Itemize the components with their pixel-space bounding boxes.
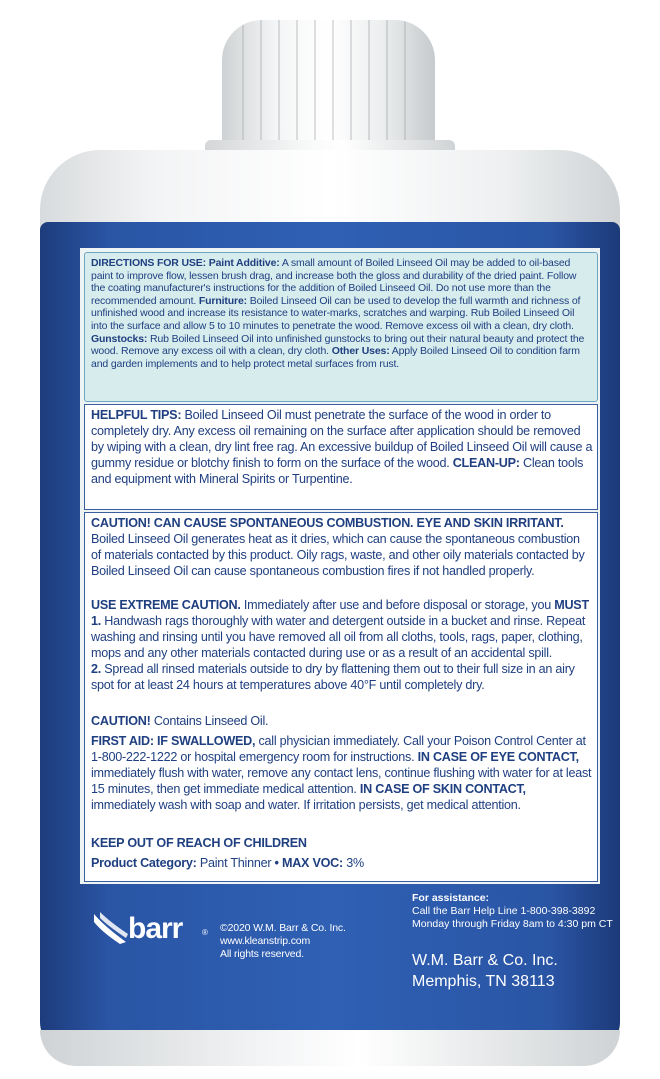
directions-panel (84, 252, 598, 402)
keep-out-text: KEEP OUT OF REACH OF CHILDREN (91, 836, 307, 850)
furniture-heading: Furniture: (198, 294, 247, 307)
skin-contact-heading: IN CASE OF SKIN CONTACT, (359, 782, 526, 796)
max-voc-label: MAX VOC: (281, 856, 343, 870)
step-one-text: Handwash rags thoroughly with water and detergent outside in a bucket and rinse. Repeat washing and rinsing until you have removed all oil from all cloths, tools, rags, paper, clothing, mops and any other materials contacted during use or as a result of an accidental spill. (91, 614, 586, 660)
keep-out-of-reach (91, 835, 593, 851)
eye-contact-heading: IN CASE OF EYE CONTACT, (417, 750, 579, 764)
website-text: www.kleanstrip.com (220, 935, 311, 947)
extreme-caution-heading: USE EXTREME CAUTION. (91, 598, 241, 612)
clean-up-heading: CLEAN-UP: (452, 456, 520, 470)
barr-wordmark: barr (128, 912, 183, 945)
assistance-block (412, 892, 613, 931)
company-city: Memphis, TN 38113 (412, 973, 555, 990)
first-aid-swallowed-text: call physician immediately. Call your Poison Control Center at 1-800-222-1222 or hospital emergency room for instructions. (91, 734, 586, 764)
warnings-panel (84, 512, 598, 882)
clean-up-body: Clean tools and equipment with Mineral Spirits or Turpentine. (91, 456, 584, 486)
barr-logo (90, 906, 210, 950)
extreme-caution-intro: Immediately after use and before disposal or storage, you (243, 598, 551, 612)
help-hours-text: Monday through Friday 8am to 4:30 pm CT (412, 918, 613, 930)
paint-additive-text: A small amount of Boiled Linseed Oil may be added to oil-based paint to improve flow, lessen brush drag, and increase both the gloss and durability of the dried paint. Follow the coating manufacturer's instructions for the addition of Boiled Linseed Oil. Do not use more than the recommended amount. (91, 257, 577, 307)
directions-heading: DIRECTIONS FOR USE: Paint Additive: (91, 257, 280, 269)
product-category-value: Paint Thinner (199, 856, 272, 870)
company-name: W.M. Barr & Co. Inc. (412, 952, 558, 969)
gunstocks-heading: Gunstocks: (91, 332, 148, 345)
furniture-text: Boiled Linseed Oil can be used to develop the full warmth and richness of unfinished wood and increase its resistance to water-marks, scratches and warping. Rub Boiled Linseed Oil into the surface and allow 5 to 10 minutes to penetrate the wood. Remove excess oil with a clean, dry cloth. (91, 294, 581, 332)
step-two-number: 2. (91, 662, 102, 676)
first-aid-block (91, 733, 593, 813)
first-aid-heading: FIRST AID: IF SWALLOWED, (91, 734, 256, 748)
product-category-line (91, 855, 593, 871)
helpful-tips-heading: HELPFUL TIPS: (91, 408, 182, 422)
copyright-block (220, 922, 346, 961)
helpful-tips-body: Boiled Linseed Oil must penetrate the surface of the wood in order to completely dry. Any excess oil remaining on the surface after application should be removed by wiping with a clean, dry lint free rag. An excessive buildup of Boiled Linseed Oil will cause a gummy residue or blotchy finish to form on the surface of the wood. (91, 408, 593, 470)
other-uses-heading: Other Uses: (331, 345, 390, 358)
rights-text: All rights reserved. (220, 948, 304, 960)
must-step-one: MUST 1. (91, 598, 589, 628)
max-voc-value: 3% (346, 856, 364, 870)
extreme-caution-block (91, 597, 593, 693)
caution-linseed (91, 713, 593, 729)
registered-mark: ® (202, 928, 208, 937)
bottle-cap (222, 20, 435, 150)
help-line-text: Call the Barr Help Line 1-800-398-3892 (412, 905, 596, 917)
bottle-bottom (40, 1030, 620, 1066)
caution-linseed-heading: CAUTION! (91, 714, 151, 728)
company-address (412, 950, 558, 992)
gunstocks-text: Rub Boiled Linseed Oil into unfinished gunstocks to bring out their natural beauty and protect the wood. Remove any excess oil with a clean, dry cloth. (91, 332, 585, 358)
caution-linseed-text: Contains Linseed Oil. (153, 714, 269, 728)
assistance-heading: For assistance: (412, 892, 490, 904)
bullet-separator: • (274, 856, 279, 870)
caution-heading: CAUTION! CAN CAUSE SPONTANEOUS COMBUSTION. EYE AND SKIN IRRITANT. (91, 516, 564, 530)
caution-body: Boiled Linseed Oil generates heat as it dries, which can cause the spontaneous combustion of materials contacted by this product. Oily rags, waste, and other oily materials contacted by Boiled Linseed Oil can cause spontaneous combustion fires if not handled properly. (91, 532, 585, 578)
product-category-label: Product Category: (91, 856, 197, 870)
other-uses-text: Apply Boiled Linseed Oil to condition farm and garden implements and to help protect metal surfaces from rust. (91, 345, 580, 370)
directions-text (91, 257, 591, 370)
skin-contact-text: immediately wash with soap and water. If irritation persists, get medical attention. (91, 798, 521, 812)
helpful-tips-text (91, 407, 593, 487)
copyright-text: ©2020 W.M. Barr & Co. Inc. (220, 922, 346, 934)
caution-block (91, 515, 593, 579)
helpful-tips-panel (84, 404, 598, 510)
eye-contact-text: immediately flush with water, remove any contact lens, continue flushing with water for at least 15 minutes, then get immediate medical attention. (91, 766, 592, 796)
step-two-text: Spread all rinsed materials outside to dry by flattening them out to their full size in an airy spot for at least 24 hours at temperatures above 40°F until completely dry. (91, 662, 575, 692)
barr-swoosh-icon (90, 908, 130, 948)
